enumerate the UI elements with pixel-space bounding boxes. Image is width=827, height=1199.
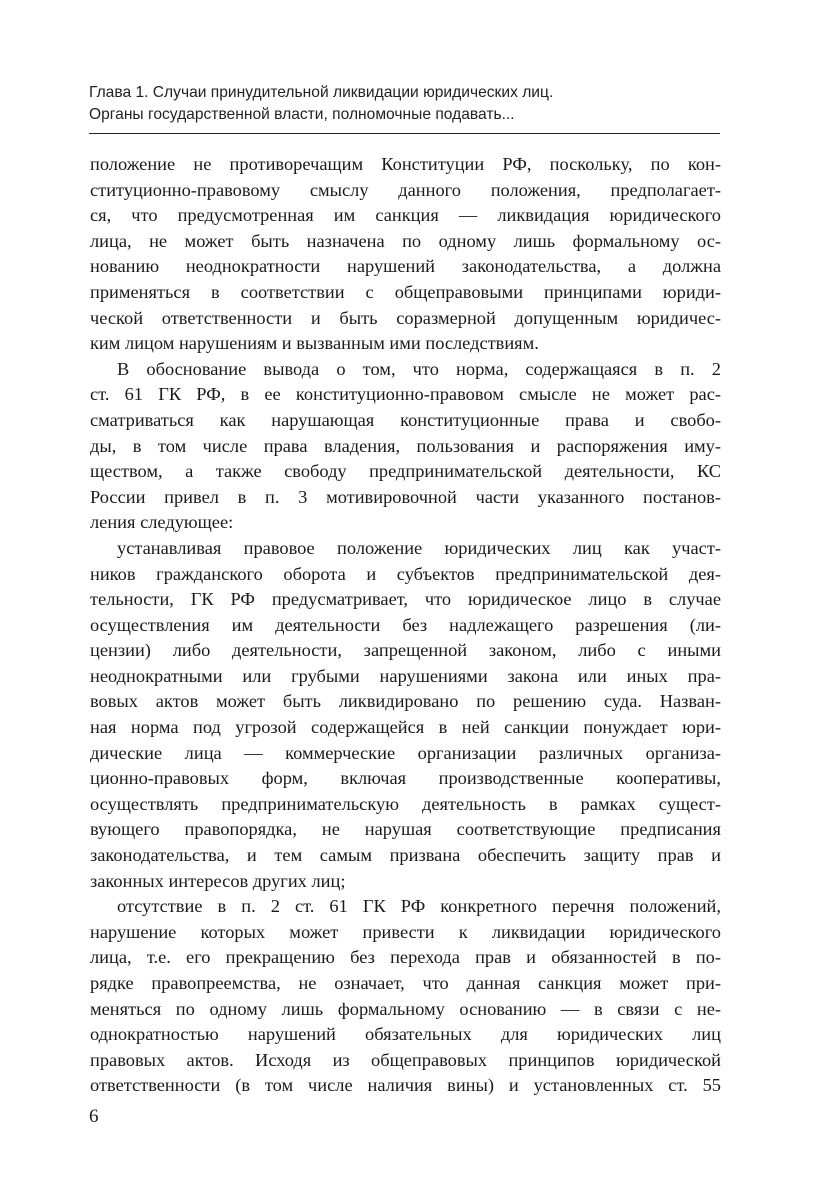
text-line: ления следующее: (90, 512, 234, 533)
body-text (90, 152, 721, 1099)
text-line: положение не противоречащим Конституции РФ, поскольку, по кон- (90, 154, 721, 174)
text-line: ников гражданского оборота и субъектов предпринимательской дея- (90, 563, 721, 584)
text-line: отсутствие в п. 2 ст. 61 ГК РФ конкретного перечня положений, (117, 896, 721, 917)
running-header (89, 82, 719, 126)
text-line: законных интересов других лиц; (90, 870, 346, 891)
text-line: ществом, а также свободу предпринимательской деятельности, КС (90, 461, 721, 482)
text-line: законодательства, и тем самым призвана обеспечить защиту прав и (90, 845, 721, 866)
text-line: однократностью нарушений обязательных для юридических лиц (90, 1024, 721, 1045)
text-line: нованию неоднократности нарушений законодательства, а должна (90, 256, 721, 277)
text-line: применяться в соответствии с общеправовыми принципами юриди- (90, 281, 721, 302)
text-line: нарушение которых может привести к ликвидации юридического (90, 921, 721, 942)
text-line: ким лицом нарушениям и вызванным ими последствиям. (90, 333, 539, 354)
text-line: лица, т.е. его прекращению без перехода прав и обязанностей в по- (90, 947, 721, 968)
text-line: неоднократными или грубыми нарушениями закона или иных пра- (90, 665, 721, 686)
header-line-2: Органы государственной власти, полномочные подавать... (89, 106, 515, 123)
text-line: устанавливая правовое положение юридических лиц как участ- (117, 537, 721, 558)
text-line: осуществления им деятельности без надлежащего разрешения (ли- (90, 614, 721, 635)
text-line: ная норма под угрозой содержащейся в ней санкции понуждает юри- (90, 717, 721, 738)
text-line: ческой ответственности и быть соразмерной допущенным юридичес- (90, 307, 721, 328)
text-line: лица, не может быть назначена по одному лишь формальному ос- (90, 230, 721, 251)
text-line: тельности, ГК РФ предусматривает, что юридическое лицо в случае (90, 589, 721, 610)
text-line: меняться по одному лишь формальному основанию — в связи с не- (90, 998, 721, 1019)
text-line: вовых актов может быть ликвидировано по решению суда. Назван- (90, 691, 721, 712)
text-line: ционно-правовых форм, включая производственные кооперативы, (90, 768, 721, 789)
text-line: ды, в том числе права владения, пользования и распоряжения иму- (90, 435, 721, 456)
text-line: осуществлять предпринимательскую деятельность в рамках сущест- (90, 793, 721, 814)
text-line: вующего правопорядка, не нарушая соответствующие предписания (90, 819, 721, 840)
text-line: России привел в п. 3 мотивировочной части указанного постанов- (90, 486, 721, 507)
text-line: дические лица — коммерческие организации различных организа- (90, 742, 721, 763)
page-number: 6 (89, 1106, 99, 1127)
text-line: цензии) либо деятельности, запрещенной законом, либо с иными (90, 640, 721, 661)
header-line-1: Глава 1. Случаи принудительной ликвидации юридических лиц. (89, 84, 554, 101)
text-line: рядке правопреемства, не означает, что данная санкция может при- (90, 973, 721, 993)
text-line: ституционно-правовому смыслу данного положения, предполагает- (90, 179, 721, 200)
text-line: ответственности (в том числе наличия вины) и установленных ст. 55 (90, 1075, 721, 1096)
text-line: ст. 61 ГК РФ, в ее конституционно-правовом смысле не может рас- (90, 384, 721, 405)
text-line: ся, что предусмотренная им санкция — ликвидация юридического (90, 205, 721, 226)
header-rule (89, 133, 720, 134)
text-line: В обоснование вывода о том, что норма, содержащаяся в п. 2 (117, 358, 721, 379)
text-line: правовых актов. Исходя из общеправовых принципов юридической (90, 1049, 721, 1070)
text-line: сматриваться как нарушающая конституционные права и свобо- (90, 409, 721, 430)
